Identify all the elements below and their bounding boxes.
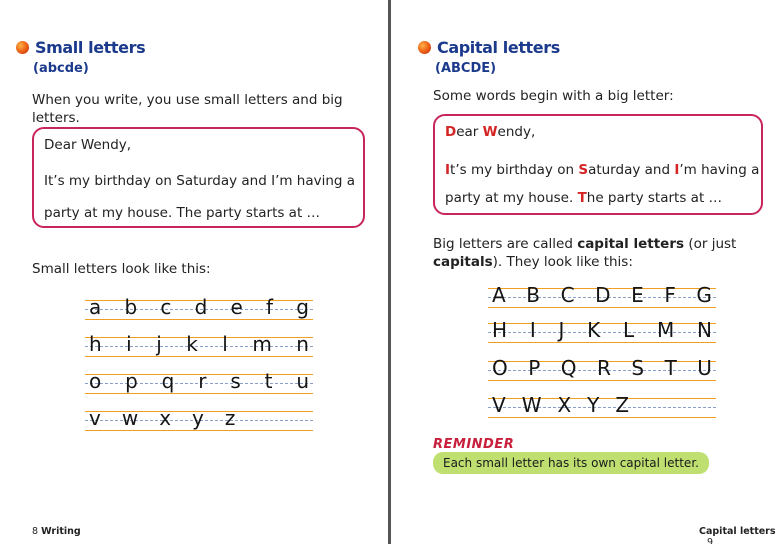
letter-glyph: e — [230, 295, 243, 319]
capital-highlight: I — [445, 162, 451, 178]
example-text: he party starts at … — [586, 190, 723, 206]
letter-glyph: d — [194, 295, 208, 319]
example-text: aturday and — [588, 162, 675, 178]
letter-glyph: x — [159, 406, 172, 430]
letter-glyph: V — [492, 393, 506, 417]
letter-glyph: a — [89, 295, 102, 319]
letter-glyph: S — [631, 356, 645, 380]
example-line-2 — [445, 162, 759, 178]
letter-glyph: m — [252, 332, 272, 356]
letter-glyph: p — [125, 369, 138, 393]
left-page-number: 8 — [32, 526, 39, 537]
letter-glyph: g — [296, 295, 309, 319]
letter-glyph: h — [89, 332, 102, 356]
right-page — [391, 0, 780, 544]
example-line-3: party at my house. The party starts at … — [44, 205, 321, 221]
right-intro: Some words begin with a big letter: — [433, 88, 674, 104]
capital-row-2 — [488, 318, 716, 345]
letter-glyph: o — [89, 369, 102, 393]
letter-glyph: A — [492, 283, 506, 307]
left-subtitle: (abcde) — [33, 61, 89, 76]
capital-highlight: D — [445, 124, 457, 140]
letter-glyph: O — [492, 356, 508, 380]
capital-highlight: T — [577, 190, 587, 206]
capital-letters-term: capital letters — [577, 236, 685, 252]
explanation-text: ). They look like this: — [492, 253, 633, 270]
letter-glyph: c — [160, 295, 172, 319]
right-page-number: 9 — [707, 537, 714, 544]
letter-glyph: Q — [560, 356, 577, 380]
explanation-text: (or just — [684, 236, 737, 252]
letter-glyph: u — [296, 369, 309, 393]
letter-glyph: J — [558, 318, 565, 342]
small-row-4 — [85, 406, 313, 433]
left-title: Small letters — [35, 38, 146, 57]
letter-glyph: W — [521, 393, 542, 417]
small-row-1 — [85, 295, 313, 322]
orange-bullet-icon — [16, 41, 29, 54]
letter-glyph: F — [664, 283, 676, 307]
letter-glyph: E — [631, 283, 644, 307]
example-text: party at my house. — [445, 190, 578, 206]
example-text: ’m having a — [679, 162, 760, 178]
left-section-name: Writing — [41, 526, 81, 537]
letter-glyph: X — [557, 393, 572, 417]
capital-highlight: S — [578, 162, 589, 178]
left-page — [0, 0, 389, 544]
letter-glyph: M — [656, 318, 675, 342]
right-heading — [418, 38, 560, 57]
letter-glyph: t — [264, 369, 273, 393]
reminder-label: REMINDER — [433, 437, 515, 452]
letter-glyph: R — [597, 356, 611, 380]
letter-glyph: i — [126, 332, 132, 356]
letter-glyph: U — [697, 356, 712, 380]
orange-bullet-icon — [418, 41, 431, 54]
letter-glyph: Y — [587, 393, 600, 417]
small-row-2 — [85, 332, 313, 359]
right-title: Capital letters — [437, 38, 560, 57]
letter-glyph: N — [697, 318, 712, 342]
left-look-text: Small letters look like this: — [32, 261, 211, 277]
explanation-text: Big letters are called — [433, 236, 578, 252]
letter-glyph: G — [696, 283, 712, 307]
letter-glyph: T — [664, 356, 677, 380]
letter-glyph: f — [266, 295, 274, 319]
left-folio — [32, 526, 81, 537]
capitals-explanation — [433, 236, 753, 271]
letter-glyph: Z — [615, 393, 630, 417]
capital-row-3 — [488, 356, 716, 383]
right-section-name: Capital letters — [699, 526, 776, 537]
left-heading — [16, 38, 145, 57]
letter-glyph: L — [623, 318, 635, 342]
letter-glyph: D — [595, 283, 611, 307]
capital-row-1 — [488, 283, 716, 310]
letter-glyph: k — [186, 332, 198, 356]
example-text: endy, — [497, 124, 536, 140]
left-intro: When you write, you use small letters and big letters. — [32, 92, 343, 126]
capitals-term: capitals — [433, 253, 493, 270]
letter-glyph: q — [161, 369, 175, 393]
letter-glyph: z — [224, 406, 236, 430]
example-line-2: It’s my birthday on Saturday and I’m having a — [44, 173, 356, 189]
example-line-1 — [445, 124, 535, 140]
letter-glyph: w — [121, 406, 139, 430]
example-line-1: Dear Wendy, — [44, 137, 132, 153]
letter-glyph: P — [528, 356, 541, 380]
letter-glyph: H — [492, 318, 508, 342]
small-row-3 — [85, 369, 313, 396]
right-folio — [699, 526, 780, 544]
letter-glyph: l — [222, 332, 228, 356]
example-text: t’s my birthday on — [450, 162, 579, 178]
letter-glyph: K — [587, 318, 601, 342]
letter-glyph: j — [156, 332, 162, 356]
reminder-note: Each small letter has its own capital letter. — [433, 452, 709, 474]
letter-glyph: v — [89, 406, 101, 430]
capital-highlight: I — [674, 162, 680, 178]
small-letters-example-box — [32, 127, 365, 228]
letter-glyph: r — [198, 369, 207, 393]
capital-highlight: W — [482, 124, 498, 140]
letter-glyph: b — [124, 295, 138, 319]
letter-glyph: B — [526, 283, 540, 307]
letter-glyph: C — [560, 283, 575, 307]
letter-glyph: y — [192, 406, 204, 430]
letter-glyph: s — [230, 369, 241, 393]
letter-glyph: I — [529, 318, 536, 342]
letter-glyph: n — [296, 332, 309, 356]
right-subtitle: (ABCDE) — [435, 61, 497, 76]
capital-row-4 — [488, 393, 716, 420]
capital-letters-example-box — [433, 114, 763, 215]
example-text: ear — [456, 124, 483, 140]
example-line-3 — [445, 190, 722, 206]
